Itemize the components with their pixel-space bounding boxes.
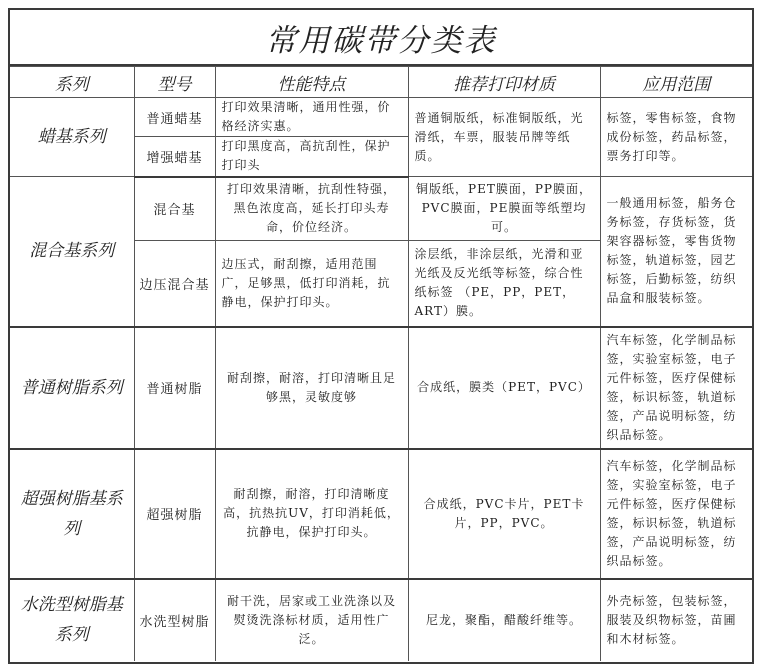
model-cell: 边压混合基 <box>134 241 215 327</box>
materials-cell: 涂层纸，非涂层纸，光滑和亚光纸及反光纸等标签，综合性纸标签 （PE，PP，PET，ART）膜。 <box>408 241 600 327</box>
header-model: 型号 <box>134 67 215 98</box>
features-cell: 打印黑度高，高抗刮性，保护打印头 <box>215 137 408 177</box>
model-cell: 超强树脂 <box>134 449 215 579</box>
header-features: 性能特点 <box>215 67 408 98</box>
features-cell: 边压式，耐刮擦，适用范围广，足够黑，低打印消耗，抗静电，保护打印头。 <box>215 241 408 327</box>
header-series: 系列 <box>10 67 134 98</box>
features-cell: 打印效果清晰，抗刮性特强，黑色浓度高，延长打印头寿命，价位经济。 <box>215 177 408 241</box>
ribbon-classification-sheet <box>8 8 754 664</box>
model-cell: 水洗型树脂 <box>134 579 215 661</box>
materials-cell: 合成纸，PVC卡片，PET卡片，PP，PVC。 <box>408 449 600 579</box>
features-cell: 耐刮擦，耐溶，打印清晰度高，抗热抗UV，打印消耗低，抗静电，保护打印头。 <box>215 449 408 579</box>
table-row <box>10 449 752 579</box>
header-materials: 推荐打印材质 <box>408 67 600 98</box>
applications-cell: 外壳标签，包装标签，服装及织物标签，苗圃和木材标签。 <box>600 579 752 661</box>
table-row <box>10 177 752 241</box>
applications-cell: 汽车标签，化学制品标签，实验室标签，电子元件标签，医疗保健标签，标识标签，轨道标签，产品说明标签，纺织品标签。 <box>600 449 752 579</box>
header-row <box>10 67 752 98</box>
series-cell: 混合基系列 <box>10 177 134 327</box>
materials-cell: 尼龙，聚酯，醋酸纤维等。 <box>408 579 600 661</box>
model-cell: 普通树脂 <box>134 327 215 449</box>
page-title: 常用碳带分类表 <box>10 10 752 66</box>
series-cell: 蜡基系列 <box>10 98 134 177</box>
table-row <box>10 579 752 661</box>
header-applications: 应用范围 <box>600 67 752 98</box>
model-cell: 混合基 <box>134 177 215 241</box>
model-cell: 普通蜡基 <box>134 98 215 137</box>
series-cell: 水洗型树脂基系列 <box>10 579 134 661</box>
classification-table <box>10 66 752 661</box>
series-cell: 超强树脂基系列 <box>10 449 134 579</box>
features-cell: 打印效果清晰，通用性强，价格经济实惠。 <box>215 98 408 137</box>
applications-cell: 标签，零售标签，食物成份标签，药品标签，票务打印等。 <box>600 98 752 177</box>
materials-cell: 合成纸，膜类（PET，PVC） <box>408 327 600 449</box>
materials-cell: 普通铜版纸，标准铜版纸，光滑纸，车票，服装吊牌等纸质。 <box>408 98 600 177</box>
table-row <box>10 327 752 449</box>
applications-cell: 汽车标签，化学制品标签，实验室标签，电子元件标签，医疗保健标签，标识标签，轨道标签，产品说明标签，纺织品标签。 <box>600 327 752 449</box>
features-cell: 耐刮擦，耐溶，打印清晰且足够黑，灵敏度够 <box>215 327 408 449</box>
features-cell: 耐干洗，居家或工业洗涤以及熨烫洗涤标材质，适用性广泛。 <box>215 579 408 661</box>
model-cell: 增强蜡基 <box>134 137 215 177</box>
table-row <box>10 98 752 137</box>
materials-cell: 铜版纸，PET膜面，PP膜面，PVC膜面，PE膜面等纸塑均可。 <box>408 177 600 241</box>
applications-cell: 一般通用标签，船务仓务标签，存货标签，货架容器标签，零售货物标签，轨道标签，园艺标签，后勤标签，纺织品盒和服装标签。 <box>600 177 752 327</box>
series-cell: 普通树脂系列 <box>10 327 134 449</box>
